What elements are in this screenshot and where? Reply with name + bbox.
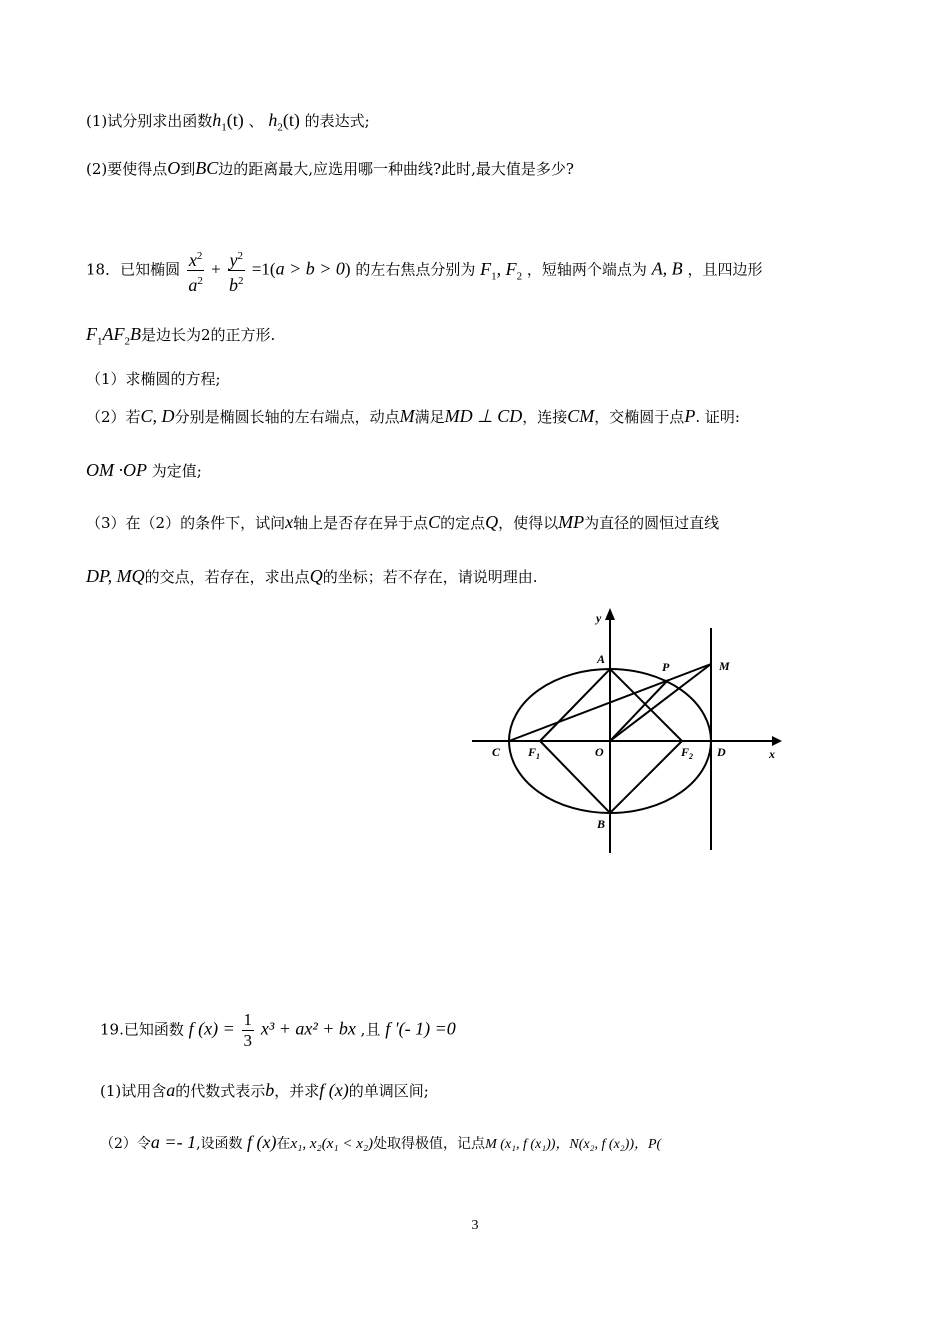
fraction-one-third: $\frac{1}{3}$ [243, 1010, 253, 1050]
q17-part1: (1)试分别求出函数$h_1(t)$ 、 $h_2(t)$ 的表达式; [86, 110, 370, 134]
line-OP [610, 680, 668, 741]
x-axis-arrow [772, 736, 782, 746]
label-F1: $F_1$ [528, 745, 541, 761]
page-number: 3 [471, 1218, 479, 1233]
label-A: A [597, 652, 606, 666]
y-axis-arrow [605, 608, 615, 620]
label-C: C [492, 745, 501, 759]
q18-sub3-cont: DP, MQ的交点，若存在，求出点Q的坐标；若不存在，请说明理由. [86, 566, 538, 586]
q18-sub2-cont: OM ·OP 为定值; [86, 460, 202, 480]
q18-square-line: $F_1AF_2B$是边长为2的正方形. [86, 324, 276, 348]
label-M: M [719, 659, 730, 673]
q18-sub2: （2）若C, D分别是椭圆长轴的左右端点，动点M满足MD ⊥ CD，连接CM，交椭圆于点P. 证明: [86, 406, 740, 426]
q19-sub2: （2）令a =- 1,设函数 f (x)在x₁, x₂(x₁ < x₂)处取得极值，记点M (x₁, f (x₁))，N(x₂, f (x₂))，P( [100, 1132, 662, 1152]
label-y: y [596, 611, 602, 625]
q19-statement: 19.已知函数 f (x) = $\frac{1}{3}$ x³ + ax² + bx ,且 f ′(- 1) =0 [100, 1010, 456, 1050]
label-P: P [662, 660, 670, 674]
fraction-x2-a2: $\frac{x^2}{a^2}$ [187, 246, 205, 295]
q19-sub1: (1)试用含a的代数式表示b，并求f (x)的单调区间; [100, 1080, 429, 1100]
q18-sub3: （3）在（2）的条件下，试问x轴上是否存在异于点C的定点Q，使得以MP为直径的圆恒过直线 [86, 512, 720, 532]
q17-part2: (2)要使得点O到BC边的距离最大,应选用哪一种曲线?此时,最大值是多少? [86, 158, 574, 178]
label-B: B [597, 817, 606, 831]
q18-statement: 18．已知椭圆 $\frac{x^2}{a^2}$ + $\frac{y^2}{b^2}$ =1(a > b > 0) 的左右焦点分别为 $F_1$, $F_2$ ，短轴两个端点为 A, B ，且四边形 [86, 246, 762, 295]
label-x: x [769, 747, 775, 761]
label-F2: $F_2$ [681, 745, 694, 761]
label-O: O [595, 745, 604, 759]
q18-sub1: （1）求椭圆的方程; [86, 370, 221, 388]
fraction-y2-b2: $\frac{y^2}{b^2}$ [228, 246, 246, 295]
label-D: D [717, 745, 726, 759]
ellipse-figure [460, 600, 800, 860]
